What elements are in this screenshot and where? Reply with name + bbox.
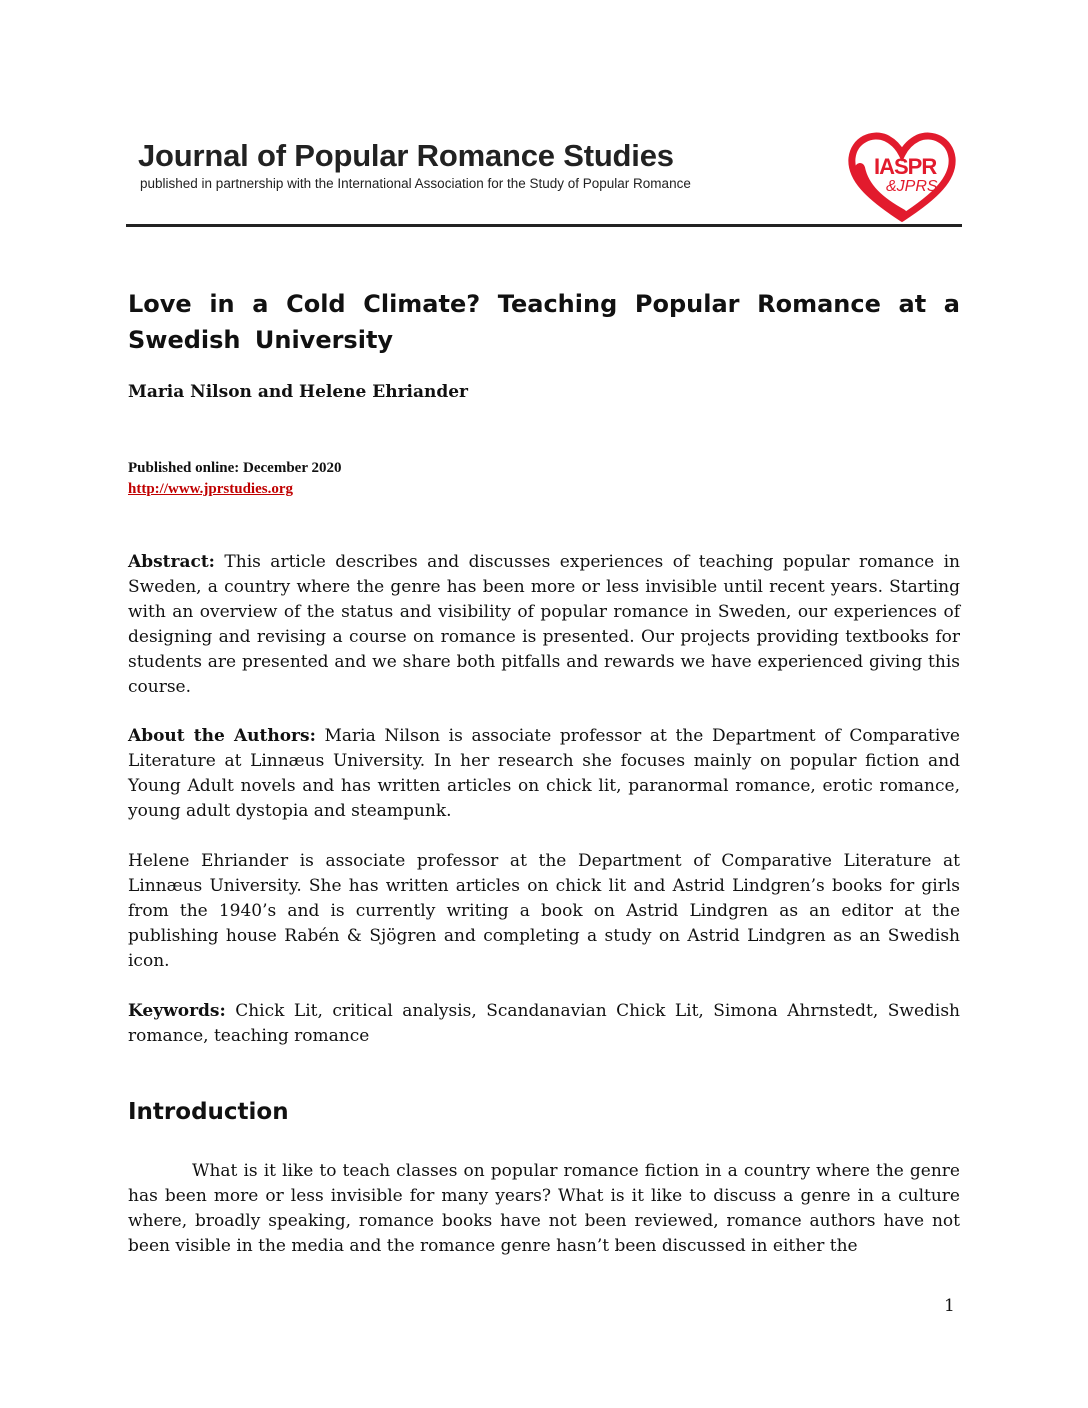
journal-subtitle: published in partnership with the International Association for the Study of Popular Romance xyxy=(140,176,691,191)
published-date: Published online: December 2020 xyxy=(128,460,342,476)
about-authors-text: Maria Nilson is associate professor at the Department of Comparative Literature at Linnæus University. In her research she focuses mainly on popular fiction and Young Adult novels and has written articles on chick lit, paranormal romance, erotic romance, young adult dystopia and steampunk. xyxy=(128,726,960,821)
header-rule xyxy=(126,224,962,227)
about-authors-label: About the Authors: xyxy=(128,726,316,746)
journal-link[interactable]: http://www.jprstudies.org xyxy=(128,481,294,497)
publication-info xyxy=(128,458,341,500)
masthead xyxy=(138,138,838,191)
journal-title: Journal of Popular Romance Studies xyxy=(138,138,674,173)
logo-subtext: &JPRS xyxy=(886,178,938,195)
about-second-author: Helene Ehriander is associate professor at the Department of Comparative Literature at Linnæus University. She has written articles on chick lit and Astrid Lindgren’s books for girls from the 1940’s and is currently writing a book on Astrid Lindgren as an editor at the publishing house Rabén & Sjögren and completing a study on Astrid Lindgren as an Swedish icon. xyxy=(128,851,960,971)
abstract-label: Abstract: xyxy=(128,552,215,572)
keywords xyxy=(128,999,960,1049)
keywords-label: Keywords: xyxy=(128,1001,226,1021)
logo-text: IASPR xyxy=(874,154,937,179)
introduction-text: What is it like to teach classes on popular romance fiction in a country where the genre has been more or less invisible for many years? What is it like to discuss a genre in a culture where, broadly speaking, romance books have not been reviewed, romance authors have not been visible in the media and the romance genre hasn’t been discussed in either the xyxy=(128,1161,960,1256)
page-number: 1 xyxy=(944,1296,955,1316)
introduction-heading: Introduction xyxy=(128,1099,289,1125)
article-authors: Maria Nilson and Helene Ehriander xyxy=(128,382,469,402)
abstract xyxy=(128,550,960,700)
article-title: Love in a Cold Climate? Teaching Popular Romance at a Swedish University xyxy=(128,290,960,354)
abstract-text: This article describes and discusses experiences of teaching popular romance in Sweden, a country where the genre has been more or less invisible until recent years. Starting with an overview of the status and visibility of popular romance in Sweden, our experiences of designing and revising a course on romance is presented. Our projects providing textbooks for students are presented and we share both pitfalls and rewards we have experienced giving this course. xyxy=(128,552,960,697)
about-authors xyxy=(128,724,960,824)
keywords-text: Chick Lit, critical analysis, Scandanavian Chick Lit, Simona Ahrnstedt, Swedish romance, teaching romance xyxy=(128,1001,960,1046)
iaspr-logo xyxy=(846,128,958,224)
